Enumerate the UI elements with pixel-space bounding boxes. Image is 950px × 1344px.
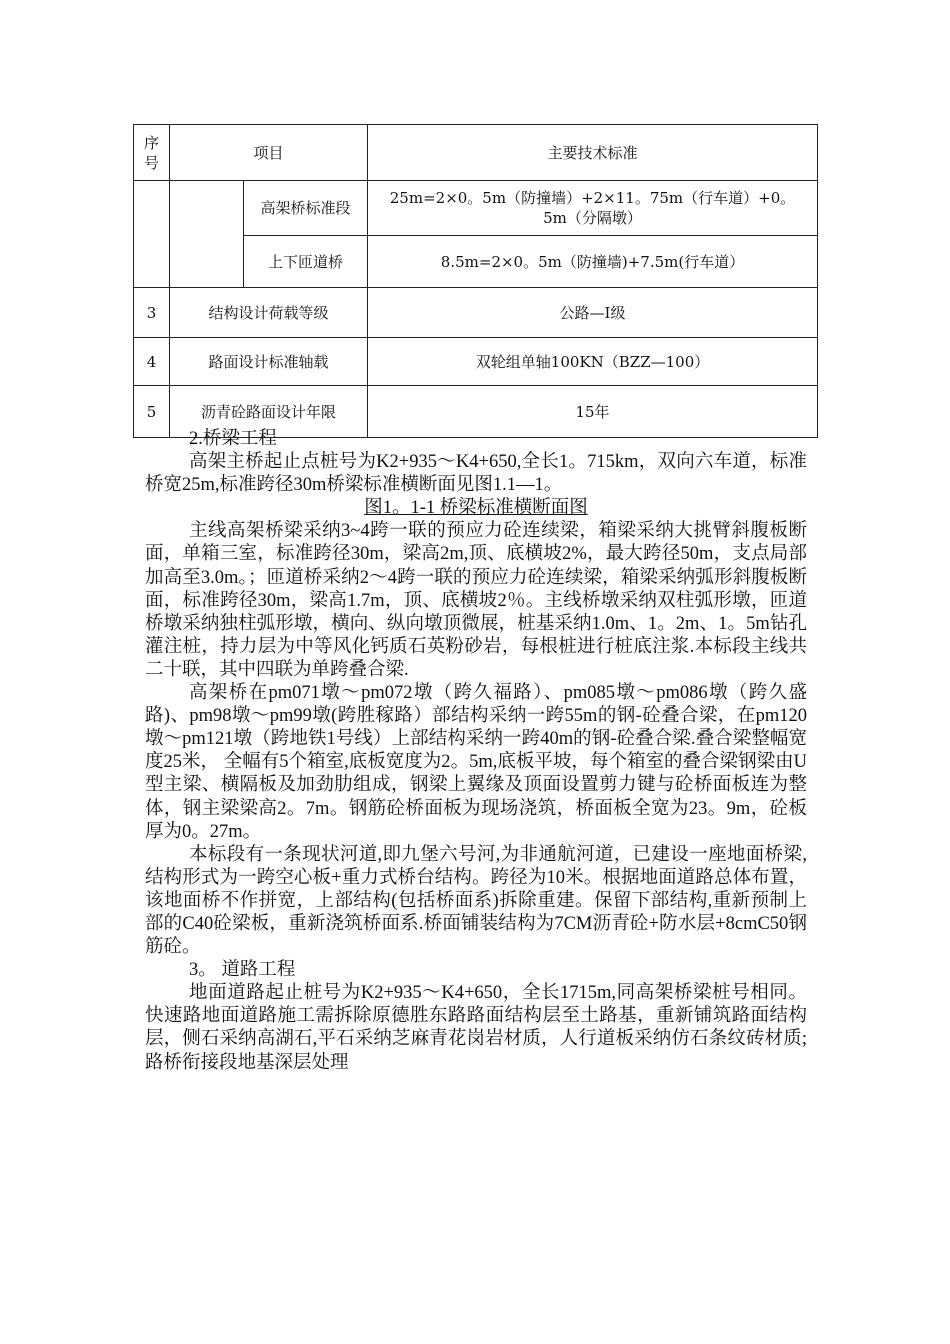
section-heading-bridge: 2.桥梁工程 — [189, 429, 277, 449]
body-text — [145, 428, 807, 1075]
table-cell-item: 结构设计荷载等级 — [170, 288, 368, 338]
table-header-row — [134, 125, 818, 181]
table-row — [134, 338, 818, 386]
table-cell-subitem: 上下匝道桥 — [244, 236, 368, 288]
header-no: 序号 — [134, 125, 170, 181]
header-standard: 主要技术标准 — [368, 125, 818, 181]
table-row — [134, 181, 818, 236]
header-item: 项目 — [170, 125, 368, 181]
table-cell-standard: 15年 — [368, 386, 818, 438]
paragraph-bridge-overview: 高架主桥起止点桩号为K2+935～K4+650,全长1。715km，双向六车道，标准桥宽25m,标准跨径30m桥梁标准横断面见图1.1—1。 — [145, 452, 807, 496]
figure-caption: 图1。1-1 桥梁标准横断面图 — [364, 498, 588, 519]
section-heading-road: 3。 道路工程 — [189, 960, 296, 981]
table-cell-item: 沥青砼路面设计年限 — [170, 386, 368, 438]
paragraph-composite-girder: 高架桥在pm071墩～pm072墩（跨久福路）、pm085墩～pm086墩（跨久盛路)、pm98墩～pm99墩(跨胜稼路）部结构采纳一跨55m的钢-砼叠合梁，在pm120墩～pm121墩（跨地铁1号线）上部结构采纳一跨40m的钢-砼叠合梁.叠合梁整幅宽度25米， 全幅有5个箱室,底板宽度为2。5m,底板平坡，每个箱室的叠合梁钢梁由U型主梁、横隔板及加劲肋组成，钢梁上翼缘及顶面设置剪力键与砼桥面板连为整体，钢主梁梁高2。7m。钢筋砼桥面板为现场浇筑，桥面板全宽为23。9m，砼板厚为0。27m。 — [145, 683, 807, 842]
paragraph-road: 地面道路起止桩号为K2+935～K4+650，全长1715m,同高架桥梁桩号相同。快速路地面道路施工需拆除原德胜东路路面结构层至土路基，重新铺筑路面结构层，侧石采纳高湖石,平石采纳芝麻青花岗岩材质，人行道板采纳仿石条纹砖材质;路桥衔接段地基深层处理 — [145, 983, 807, 1073]
table-cell-item: 路面设计标准轴载 — [170, 338, 368, 386]
table-cell-standard: 8.5m=2×0。5m（防撞墙)+7.5m(行车道） — [368, 236, 818, 288]
table-cell-subitem: 高架桥标准段 — [244, 181, 368, 236]
table-cell-standard: 双轮组单轴100KN（BZZ—100） — [368, 338, 818, 386]
paragraph-box-girder: 主线高架桥梁采纳3~4跨一联的预应力砼连续梁，箱梁采纳大挑臂斜腹板断面，单箱三室，标准跨径30m，梁高2m,顶、底横坡2%，最大跨径50m，支点局部加高至3.0m。；匝道桥采纳2～4跨一联的预应力砼连续梁，箱梁采纳弧形斜腹板断面，标准跨径30m，梁高1.7m，顶、底横坡2％。主线桥墩采纳双柱弧形墩，匝道桥墩采纳独柱弧形墩，横向、纵向墩顶微展，桩基采纳1.0m、1。2m、1。5m钻孔灌注桩，持力层为中等风化钙质石英粉砂岩，每根桩进行桩底注浆.本标段主线共二十联，其中四联为单跨叠合梁. — [145, 521, 807, 680]
table-cell-item-group — [170, 181, 244, 288]
table-cell-no — [134, 181, 170, 288]
technical-standards-table — [133, 124, 818, 438]
table-cell-no: 4 — [134, 338, 170, 386]
table-cell-no: 5 — [134, 386, 170, 438]
table-cell-standard: 25m=2×0。5m（防撞墙）+2×11。75m（行车道）+0。5m（分隔墩） — [368, 181, 818, 236]
table-row — [134, 288, 818, 338]
table-cell-standard: 公路—Ⅰ级 — [368, 288, 818, 338]
paragraph-river-bridge: 本标段有一条现状河道,即九堡六号河,为非通航河道，已建设一座地面桥梁,结构形式为一跨空心板+重力式桥台结构。跨径为10米。根据地面道路总体布置，该地面桥不作拼宽，上部结构(包括桥面系)拆除重建。保留下部结构,重新预制上部的C40砼梁板，重新浇筑桥面系.桥面铺装结构为7CM沥青砼+防水层+8cmC50钢筋砼。 — [145, 844, 807, 958]
table-cell-no: 3 — [134, 288, 170, 338]
